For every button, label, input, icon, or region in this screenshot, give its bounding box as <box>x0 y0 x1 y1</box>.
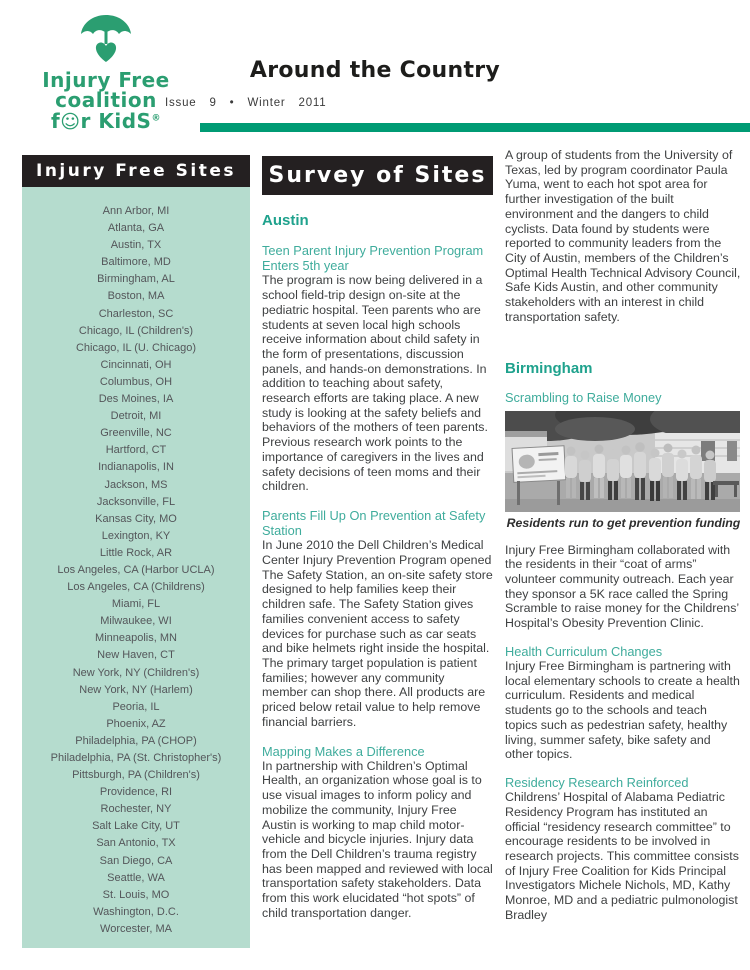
site-item: Ann Arbor, MI <box>102 205 170 217</box>
site-item: Los Angeles, CA (Childrens) <box>67 581 205 594</box>
site-item: Des Moines, IA <box>98 393 174 406</box>
site-item: Miami, FL <box>111 598 161 611</box>
site-list <box>22 187 250 948</box>
site-item: Los Angeles, CA (Harbor UCLA) <box>57 563 215 576</box>
site-item: Baltimore, MD <box>101 256 171 269</box>
site-item: Cincinnati, OH <box>100 358 172 371</box>
article-heading: Health Curriculum Changes <box>505 643 663 659</box>
article-body: Injury Free Birmingham collaborated with the residents in their “coat of arms” volunteer community outreach. Each year they sponsor a 5K race called the Spring Scramble to raise money for the Childrens’ Hospital’s Obesity Prevention Clinic. <box>505 542 739 631</box>
site-item: San Antonio, TX <box>96 837 176 850</box>
article-body: Childrens’ Hospital of Alabama Pediatric Residency Program has instituted an official “residency research committee” to encourage residents to be involved in research projects. This committee consists of Injury Free Coalition for Kids Principal Investigators Michele Nichols, MD, Kathy Monroe, MD and a pediatric pulmonologist Bradley <box>505 790 739 922</box>
logo-line-1: Injury Free <box>42 68 170 92</box>
group-photo-image <box>505 411 740 512</box>
site-item: Detroit, MI <box>110 410 162 423</box>
site-item: Hartford, CT <box>105 444 167 457</box>
site-item: Peoria, IL <box>112 700 160 713</box>
site-item: Philadelphia, PA (CHOP) <box>75 734 197 747</box>
site-item: New Haven, CT <box>97 649 175 662</box>
site-item: Pittsburgh, PA (Children's) <box>72 769 200 782</box>
photo-caption: Residents run to get prevention funding <box>506 515 741 530</box>
site-item: Rochester, NY <box>100 803 172 816</box>
site-item: Kansas City, MO <box>95 512 177 525</box>
logo-line-3: f☺r KidS® <box>51 108 161 133</box>
site-item: Jacksonville, FL <box>96 495 176 508</box>
survey-column <box>262 156 493 920</box>
site-item: San Diego, CA <box>99 854 173 867</box>
article-heading: Residency Research Reinforced <box>505 774 689 790</box>
site-item: Worcester, MA <box>100 922 172 935</box>
article-teen-parent <box>262 243 493 494</box>
site-item: Atlanta, GA <box>107 222 165 235</box>
site-item: St. Louis, MO <box>102 888 170 901</box>
site-item: Salt Lake City, UT <box>92 820 180 833</box>
article-scramble <box>505 390 742 630</box>
site-item: Seattle, WA <box>107 871 165 884</box>
logo-line-2: coalition <box>55 88 157 113</box>
site-item: Phoenix, AZ <box>106 717 166 730</box>
registered-mark: ® <box>151 113 161 124</box>
article-heading: Scrambling to Raise Money <box>505 390 662 406</box>
group-photo-illustration <box>505 411 740 512</box>
sidebar-title: Injury Free Sites <box>22 155 250 187</box>
logo <box>36 12 176 132</box>
site-item: Jackson, MS <box>104 478 168 491</box>
site-item: Providence, RI <box>99 786 173 799</box>
site-item: Washington, D.C. <box>93 905 179 918</box>
page-title: Around the Country <box>249 58 501 83</box>
city-heading-birmingham: Birmingham <box>505 360 593 378</box>
site-item: Austin, TX <box>110 239 162 252</box>
site-item: Columbus, OH <box>99 375 173 388</box>
site-item: Chicago, IL (U. Chicago) <box>75 341 197 354</box>
austin-continuation: A group of students from the University of Texas, led by program coordinator Paula Yuma, went to each hot spot area for further investigation of the built environment and the dangers to child cyclists. Data found by students were reported to community leaders from the City of Austin, members of the Children’s Optimal Health Technical Advisory Council, Safe Kids Austin, and other community stakeholders with an interest in child transportation safety. <box>505 148 741 324</box>
site-item: Greenville, NC <box>100 427 172 440</box>
article-body: Injury Free Birmingham is partnering with local elementary schools to create a health curriculum. Residents and medical students go to the schools and teach topics such as pedestrian safety, healthy living, summer safety, bike safety and other topics. <box>505 659 740 762</box>
article-mapping <box>262 744 493 921</box>
site-item: Birmingham, AL <box>97 273 175 286</box>
article-residency-research <box>505 775 742 923</box>
site-item: Chicago, IL (Children's) <box>78 324 194 337</box>
article-safety-station <box>262 508 493 730</box>
site-item: Minneapolis, MN <box>95 632 177 645</box>
site-item: Philadelphia, PA (St. Christopher's) <box>50 752 222 764</box>
site-item: Lexington, KY <box>101 529 171 542</box>
site-item: Milwaukee, WI <box>100 615 172 628</box>
site-item: Boston, MA <box>107 290 165 303</box>
umbrella-heart-icon <box>75 12 137 68</box>
article-body: In partnership with Children’s Optimal Health, an organization whose goal is to use visual images to inform policy and mobilize the community, Injury Free Austin is working to map child motor-vehicle and bicycle injuries. Injury data from the Dell Children’s trauma registry has been mapped and reviewed with local transportation safety stakeholders. Data from this work elucidated “hot spots” of child transportation danger. <box>262 758 493 920</box>
article-heading: Parents Fill Up On Prevention at Safety Station <box>262 507 486 539</box>
site-item: Indianapolis, IN <box>98 461 174 474</box>
survey-title: Survey of Sites <box>262 156 493 195</box>
article-body: The program is now being delivered in a school field-trip design on-site at the pediatric hospital. Teen parents who are students at seven local high schools receive information about child safety in the form of presentations, discussion panels, and hands-on demonstrations. In addition to teaching about safety, research efforts are taking place. A new study is looking at the safety beliefs and behaviors of the mothers of teen parents. Previous research work points to the importance of caregivers in the lives and safety decisions of teen moms and their children. <box>262 273 488 494</box>
site-item: Charleston, SC <box>98 307 174 320</box>
article-heading: Teen Parent Injury Prevention Program Enters 5th year <box>262 243 484 274</box>
right-column <box>505 148 742 923</box>
site-item: New York, NY (Children's) <box>72 666 200 679</box>
site-item: Little Rock, AR <box>99 546 173 559</box>
article-body: In June 2010 the Dell Children’s Medical Center Injury Prevention Program opened The Safety Station, an on-site safety store designed to help families keep their children safe. The Safety Station gives families convenient access to safety devices for purchase such as car seats and bike helmets right inside the hospital. The primary target population is patient families; however any community member can shop there. All products are priced below retail value to help remove financial barriers. <box>262 538 493 729</box>
header-rule <box>200 123 750 132</box>
issue-info: Issue 9 • Winter 2011 <box>165 97 327 109</box>
smiley-o-icon: ☺ <box>60 110 81 133</box>
article-heading: Mapping Makes a Difference <box>262 743 425 759</box>
logo-text <box>36 70 176 132</box>
site-item: New York, NY (Harlem) <box>79 683 193 696</box>
sidebar <box>22 155 250 948</box>
article-health-curriculum <box>505 644 742 762</box>
city-heading-austin: Austin <box>262 212 309 229</box>
